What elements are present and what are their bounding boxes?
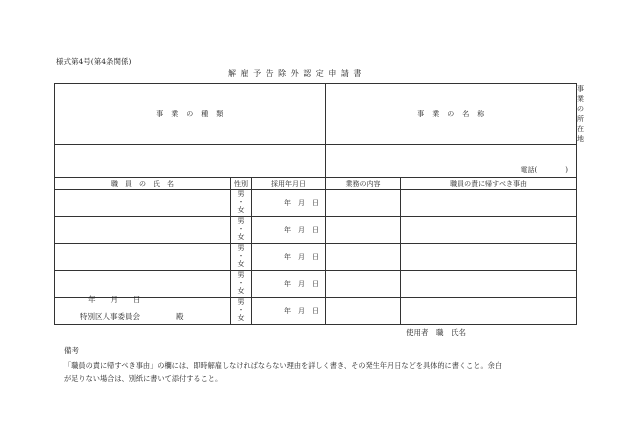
business-type-field[interactable]	[55, 145, 326, 178]
duties-field[interactable]	[326, 217, 401, 244]
reason-field[interactable]	[401, 190, 577, 217]
reason-field[interactable]	[401, 298, 577, 325]
date-line[interactable]: 年 月 日	[88, 295, 141, 304]
table-row	[55, 217, 577, 244]
table-row	[55, 271, 577, 298]
reason-header: 職員の責に帰すべき事由	[401, 178, 577, 190]
business-name-field[interactable]	[326, 145, 577, 178]
addressee: 特別区人事委員会	[80, 312, 140, 321]
employee-name-field[interactable]	[55, 217, 231, 244]
duties-field[interactable]	[326, 298, 401, 325]
reason-field[interactable]	[401, 271, 577, 298]
sex-field[interactable]: 男 ・ 女	[231, 271, 252, 298]
sex-header: 性別	[231, 178, 252, 190]
table-row	[55, 244, 577, 271]
phone-label: 電話( )	[520, 166, 569, 174]
sex-field[interactable]: 男 ・ 女	[231, 298, 252, 325]
hire-date-field[interactable]: 年 月 日	[252, 190, 326, 217]
duties-field[interactable]	[326, 190, 401, 217]
employee-name-field[interactable]	[55, 271, 231, 298]
employee-name-field[interactable]	[55, 190, 231, 217]
hire-date-field[interactable]: 年 月 日	[252, 271, 326, 298]
business-name-header: 事 業 の 名 称	[326, 84, 577, 145]
reason-field[interactable]	[401, 244, 577, 271]
employee-name-field[interactable]	[55, 244, 231, 271]
application-table: 事 業 の 種 類 事 業 の 名 称 事 業 の 所 在 地 電話( ) 職 員 の 氏 名 性別 採用年月日 業務の内容 職員の責に帰すべき事由 男 ・ 女 年 月 日 男 ・ 女 年 月 日 男 ・ 女 年 月 日 男 ・ 女 年 月 日 男 ・ 女 年 月 日	[54, 83, 577, 325]
reason-field[interactable]	[401, 217, 577, 244]
duties-header: 業務の内容	[326, 178, 401, 190]
sex-field[interactable]: 男 ・ 女	[231, 244, 252, 271]
hire-date-field[interactable]: 年 月 日	[252, 298, 326, 325]
hire-date-field[interactable]: 年 月 日	[252, 217, 326, 244]
employer-label[interactable]: 使用者 職 氏名	[406, 328, 466, 337]
honorific: 殿	[176, 312, 184, 321]
form-number: 様式第4号(第4条関係)	[56, 57, 132, 66]
hire-date-header: 採用年月日	[252, 178, 326, 190]
business-type-header: 事 業 の 種 類	[55, 84, 326, 145]
page-title: 解 雇 予 告 除 外 認 定 申 請 書	[228, 69, 363, 78]
hire-date-field[interactable]: 年 月 日	[252, 244, 326, 271]
employee-name-header: 職 員 の 氏 名	[55, 178, 231, 190]
duties-field[interactable]	[326, 271, 401, 298]
notes-line-1: 「職員の責に帰すべき事由」の欄には、即時解雇しなければならない理由を詳しく書き、その発生年月日などを具体的に書くこと。余白	[64, 361, 503, 370]
notes-title: 備考	[64, 346, 79, 355]
table-row	[55, 190, 577, 217]
duties-field[interactable]	[326, 244, 401, 271]
sex-field[interactable]: 男 ・ 女	[231, 190, 252, 217]
notes-line-2: が足りない場合は、別紙に書いて添付すること。	[64, 374, 223, 383]
sex-field[interactable]: 男 ・ 女	[231, 217, 252, 244]
